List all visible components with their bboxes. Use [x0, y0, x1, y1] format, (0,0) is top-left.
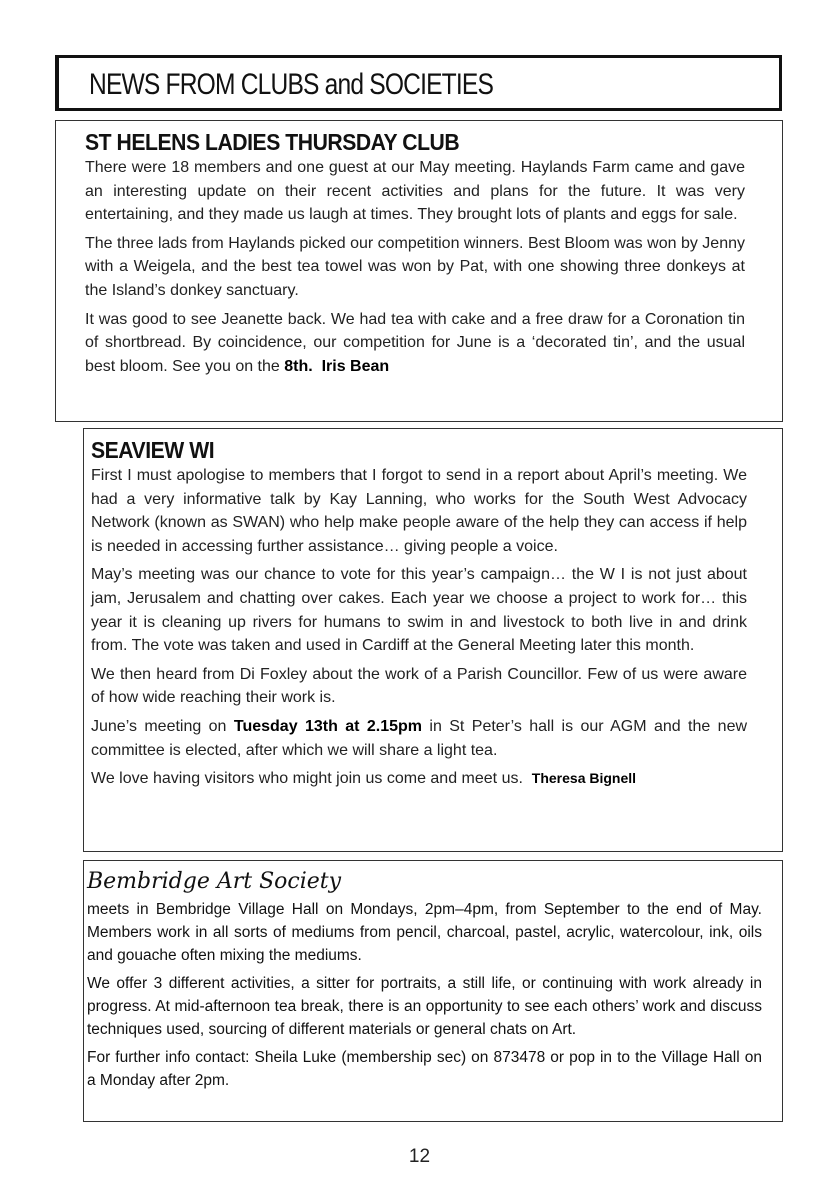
article-heading: Bembridge Art Society [87, 869, 342, 894]
article-seaview-wi [83, 428, 783, 852]
paragraph-text: It was good to see Jeanette back. We had tea with cake and a free draw for a Coronation tin of shortbread. By coincidence, our competition for June is a ‘decorated tin’, and the usual best bloom. See you on the [85, 310, 745, 375]
paragraph-text: June’s meeting on [91, 717, 234, 735]
paragraph-text: We love having visitors who might join us come and meet us. [91, 770, 523, 788]
paragraph: We then heard from Di Foxley about the work of a Parish Councillor. Few of us were aware of how wide reaching their work is. [91, 665, 747, 707]
paragraph: May’s meeting was our chance to vote for this year’s campaign… the W I is not just about jam, Jerusalem and chatting over cakes. Each year we choose a project to work for… this year it is cleaning up rivers for humans to swim in and livestock to both live in and drink from. The vote was taken and used in Cardiff at the General Meeting later this month. [91, 566, 747, 655]
meeting-time: Tuesday 13th at 2.15pm [233, 717, 423, 735]
signature: Iris Bean [321, 357, 390, 375]
signature: Theresa Bignell [531, 770, 637, 787]
paragraph: There were 18 members and one guest at our May meeting. Haylands Farm came and gave an interesting update on their recent activities and plans for the future. It was very entertaining, and they made us laugh at times. They brought lots of plants and eggs for sale. [85, 159, 745, 224]
paragraph: For further info contact: Sheila Luke (membership sec) on 873478 or pop in to the Village Hall on a Monday after 2pm. [87, 1049, 762, 1089]
paragraph [85, 308, 745, 379]
article-st-helens-ladies [55, 120, 783, 422]
paragraph: First I must apologise to members that I forgot to send in a report about April’s meeting. We had a very informative talk by Kay Lanning, who works for the South West Advocacy Network (known as SWAN) who help make people aware of the help they can access if help is needed in accessing further assistance… giving people a voice. [91, 467, 747, 555]
paragraph [91, 715, 747, 762]
paragraph: The three lads from Haylands picked our competition winners. Best Bloom was won by Jenny with a Weigela, and the best tea towel was won by Pat, with one showing three donkeys at the Island’s donkey sanctuary. [85, 234, 745, 299]
paragraph-text: in St Peter’s hall is our AGM and the new committee is elected, after which we will share a light tea. [91, 717, 748, 759]
date-bold: 8th. [284, 357, 313, 375]
paragraph [91, 767, 747, 791]
article-heading: ST HELENS LADIES THURSDAY CLUB [85, 129, 460, 155]
paragraph: We offer 3 different activities, a sitter for portraits, a still life, or continuing with work already in progress. At mid-afternoon tea break, there is an opportunity to see each others’ work and discuss techniques used, sourcing of different materials or general chats on Art. [87, 975, 762, 1038]
page-title-box [55, 55, 782, 111]
page-title: NEWS FROM CLUBS and SOCIETIES [89, 68, 494, 101]
article-bembridge-art-society [83, 860, 783, 1122]
page-number: 12 [408, 1146, 431, 1167]
paragraph: meets in Bembridge Village Hall on Mondays, 2pm–4pm, from September to the end of May. Members work in all sorts of mediums from pencil, charcoal, pastel, acrylic, watercolour, ink, oils and gouache often mixing the mediums. [87, 901, 762, 964]
article-heading: SEAVIEW WI [91, 437, 215, 463]
